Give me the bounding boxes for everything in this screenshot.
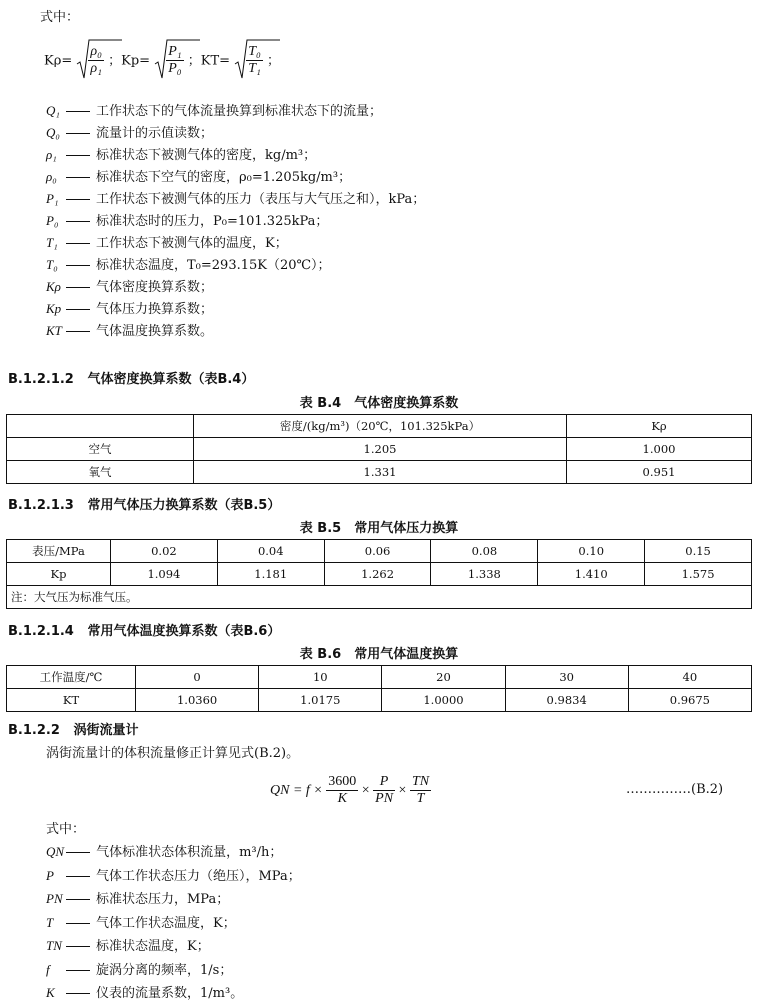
p1-num: P₁ <box>168 44 182 59</box>
sqrt-t <box>234 38 263 84</box>
table-row: 氧气 1.331 0.951 <box>7 461 752 484</box>
sqrt-rho <box>76 38 104 84</box>
table-b5 <box>6 539 752 609</box>
symbol-definitions-1 <box>46 100 425 342</box>
formula-b2-ref: ……………(B.2) <box>626 782 724 797</box>
symbol-definitions-2 <box>46 840 301 1005</box>
formula1-end: ； <box>266 53 280 69</box>
section-heading-b6: B.1.2.1.4 常用气体温度换算系数（表B.6） <box>8 624 281 639</box>
formula-b2: QN = f × $\frac{3600}{K}$ × $\frac{P}{PN}$ × $\frac{TN}{T}$ <box>270 774 430 807</box>
definition-item: P₁ 工作状态下被测气体的压力（表压与大气压之和），kPa； <box>46 191 426 207</box>
definition-item: P 气体工作状态压力（绝压），MPa； <box>46 867 301 884</box>
k-rho-label: Kρ= <box>44 53 73 69</box>
k-t-label: ；KT= <box>187 53 231 69</box>
table-note: 注：大气压为标准气压。 <box>7 586 752 609</box>
table-b4: 密度/(kg/m³)（20℃，101.325kPa） Kρ 空气 1.205 1.000 氧气 1.331 0.951 <box>6 414 752 484</box>
definition-item: K 仪表的流量系数，1/m³。 <box>46 985 244 1001</box>
t0-num: T₀ <box>248 44 261 59</box>
rho0-num: ρ₀ <box>90 44 102 59</box>
table-row: 空气 1.205 1.000 <box>7 438 752 461</box>
section-heading-b4: B.1.2.1.2 气体密度换算系数（表B.4） <box>8 372 255 387</box>
definition-item: T 气体工作状态温度，K； <box>46 914 236 931</box>
table-b6 <box>6 665 752 712</box>
formula2-den1: K <box>337 791 347 807</box>
rho1-den: ρ₁ <box>90 61 102 76</box>
definition-item: T₀ 标准状态温度，T₀=293.15K（20℃）； <box>46 257 331 273</box>
table-b5-caption: 表 B.5 常用气体压力换算 <box>299 521 459 536</box>
definition-item: Kρ 气体密度换算系数； <box>46 279 214 295</box>
table-b6-caption: 表 B.6 常用气体温度换算 <box>299 647 459 662</box>
definition-item: TN 标准状态温度，K； <box>46 938 210 954</box>
section-heading-vortex: B.1.2.2 涡街流量计 <box>8 723 139 738</box>
definition-item: QN 气体标准状态体积流量，m³/h； <box>46 844 283 860</box>
sqrt-p <box>154 38 183 84</box>
p0-den: P₀ <box>168 61 182 76</box>
definition-item: ρ₀ 标准状态下空气的密度，ρ₀=1.205kg/m³； <box>46 169 352 185</box>
definition-item: KT 气体温度换算系数。 <box>46 323 214 339</box>
definition-item: Q₀ 流量计的示值读数； <box>46 125 214 141</box>
table-row: KT 1.0360 1.0175 1.0000 0.9834 0.9675 <box>7 689 752 712</box>
formula-conversion-factors <box>44 38 280 84</box>
table-row: 表压/MPa 0.02 0.04 0.06 0.08 0.10 0.15 <box>7 540 752 563</box>
section-heading-b5: B.1.2.1.3 常用气体压力换算系数（表B.5） <box>8 498 281 513</box>
formula2-den3: T <box>416 791 425 807</box>
formula2-lhs: QN = f × <box>270 783 323 798</box>
table-row: 工作温度/℃ 0 10 20 30 40 <box>7 666 752 689</box>
definition-item: f 旋涡分离的频率，1/s； <box>46 961 233 978</box>
formula2-num1: 3600 <box>328 774 357 790</box>
table-row: Kp 1.094 1.181 1.262 1.338 1.410 1.575 <box>7 563 752 586</box>
table-b4-caption: 表 B.4 气体密度换算系数 <box>299 396 459 411</box>
k-p-label: ；Kp= <box>108 53 151 69</box>
definition-item: ρ₁ 标准状态下被测气体的密度，kg/m³； <box>46 147 317 163</box>
formula2-num3: TN <box>411 774 430 790</box>
formula2-den2: PN <box>375 791 394 807</box>
definition-item: Q₁ 工作状态下的气体流量换算到标准状态下的流量； <box>46 103 383 119</box>
definition-item: P₀ 标准状态时的压力，P₀=101.325kPa； <box>46 213 329 229</box>
definition-item: T₁ 工作状态下被测气体的温度，K； <box>46 235 288 251</box>
intro2-label: 式中： <box>46 822 86 837</box>
paragraph-vortex: 涡街流量计的体积流量修正计算见式(B.2)。 <box>46 746 300 761</box>
formula2-num2: P <box>373 774 395 791</box>
definition-item: PN 标准状态压力，MPa； <box>46 891 230 907</box>
t1-den: T₁ <box>248 61 261 76</box>
intro-label: 式中： <box>40 10 80 25</box>
definition-item: Kp 气体压力换算系数； <box>46 301 214 317</box>
